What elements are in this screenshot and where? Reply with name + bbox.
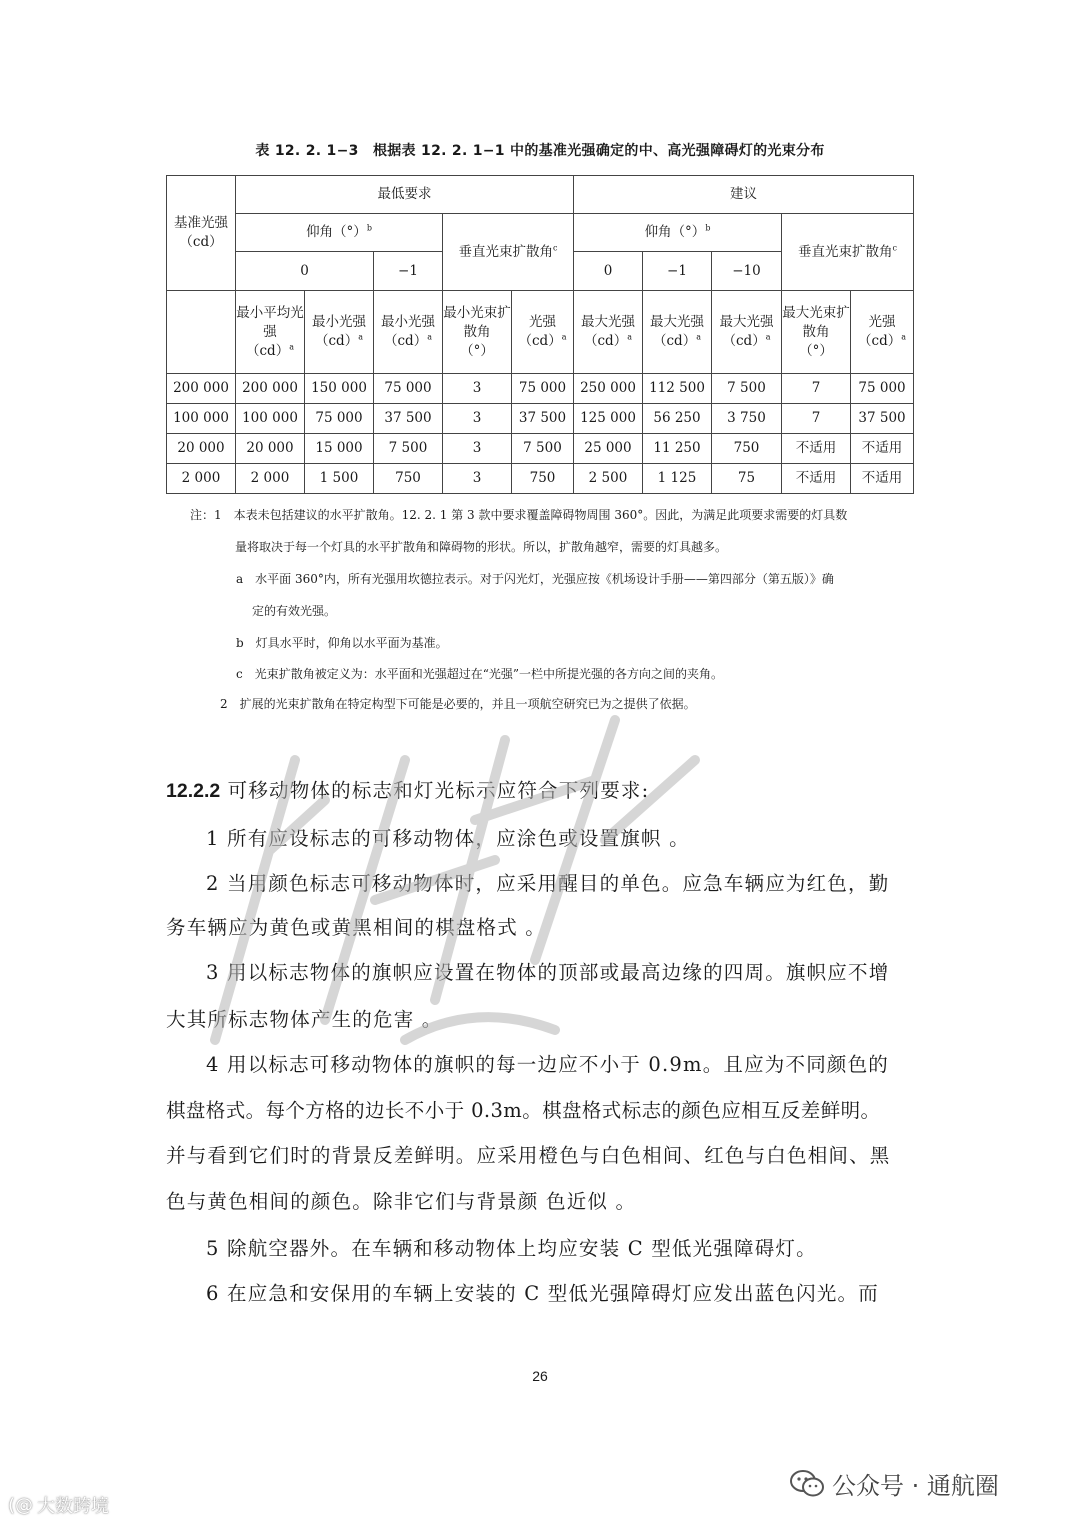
table-cell: 200 000 — [167, 374, 236, 404]
item-1: 1 所有应设标志的可移动物体，应涂色或设置旗帜 。 — [206, 827, 690, 850]
section-heading — [166, 775, 916, 803]
table-row — [167, 404, 914, 434]
table-cell: 100 000 — [167, 404, 236, 434]
sub-max-spread: 最大光束扩散角 （°） — [782, 291, 851, 374]
table-cell: 150 000 — [305, 374, 374, 404]
table-row — [167, 374, 914, 404]
table-cell: 20 000 — [167, 434, 236, 464]
base-blank — [167, 291, 236, 374]
table-cell: 不适用 — [782, 434, 851, 464]
brand-text: 公众号 · 通航圈 — [832, 1472, 999, 1500]
angle-0-min: 0 — [236, 252, 374, 291]
table-cell: 37 500 — [374, 404, 443, 434]
sub-min-spread: 最小光束扩散角 （°） — [443, 291, 512, 374]
table-cell: 3 — [443, 404, 512, 434]
table-cell: 7 500 — [512, 434, 574, 464]
table-cell: 2 000 — [167, 464, 236, 494]
table-cell: 1 125 — [643, 464, 712, 494]
note-2: 2 扩展的光束扩散角在特定构型下可能是必要的，并且一项航空研究已为之提供了依据。 — [220, 697, 696, 711]
table-cell: 75 000 — [851, 374, 914, 404]
table-cell: 75 000 — [374, 374, 443, 404]
source-watermark — [8, 1492, 109, 1518]
table-cell: 56 250 — [643, 404, 712, 434]
item-3: 3 用以标志物体的旗帜应设置在物体的顶部或最高边缘的四周。旗帜应不增 — [206, 961, 890, 984]
table-row — [167, 434, 914, 464]
min-requirement-header: 最低要求 — [236, 176, 574, 214]
base-intensity-header: 基准光强 （cd） — [167, 176, 236, 291]
section-number: 12.2.2 — [166, 780, 221, 802]
table-cell: 100 000 — [236, 404, 305, 434]
angle-neg1-min: −1 — [374, 252, 443, 291]
table-cell: 750 — [374, 464, 443, 494]
sub-min-int1: 最小光强 （cd）$^a$ — [305, 291, 374, 374]
elevation-header-rec: 仰角（°）$^b$ — [574, 214, 782, 252]
recommendation-header: 建议 — [574, 176, 914, 214]
beam-distribution-table — [166, 175, 914, 494]
item-6: 6 在应急和安保用的车辆上安装的 C 型低光强障碍灯应发出蓝色闪光。而 — [206, 1282, 879, 1305]
sub-max-int1: 最大光强 （cd）$^a$ — [574, 291, 643, 374]
item-2-cont: 务车辆应为黄色或黄黑相间的棋盘格式 。 — [166, 916, 546, 939]
table-cell: 75 — [712, 464, 782, 494]
angle-0-rec: 0 — [574, 252, 643, 291]
table-cell: 200 000 — [236, 374, 305, 404]
item-3-cont: 大其所标志物体产生的危害 。 — [166, 1008, 443, 1031]
table-cell: 37 500 — [851, 404, 914, 434]
sub-max-int3: 最大光强 （cd）$^a$ — [712, 291, 782, 374]
table-cell: 不适用 — [782, 464, 851, 494]
note-a-cont: 定的有效光强。 — [252, 604, 337, 618]
table-cell: 7 — [782, 404, 851, 434]
note-1-cont: 量将取决于每一个灯具的水平扩散角和障碍物的形状。所以，扩散角越窄，需要的灯具越多。 — [235, 540, 728, 554]
svg-text:征求意见稿: 征求意见稿 — [175, 685, 256, 704]
table-cell: 不适用 — [851, 434, 914, 464]
table-cell: 2 500 — [574, 464, 643, 494]
wechat-icon — [790, 1470, 824, 1498]
note-1: 注：1 本表未包括建议的水平扩散角。12. 2. 1 第 3 款中要求覆盖障碍物周围 360°。因此，为满足此项要求需要的灯具数 — [190, 508, 848, 522]
table-cell: 75 000 — [512, 374, 574, 404]
table-cell: 3 750 — [712, 404, 782, 434]
vertical-spread-header-min: 垂直光束扩散角$^c$ — [443, 214, 574, 291]
sub-intensity: 光强 （cd）$^a$ — [512, 291, 574, 374]
table-cell: 125 000 — [574, 404, 643, 434]
angle-neg1-rec: −1 — [643, 252, 712, 291]
table-row — [167, 464, 914, 494]
table-cell: 2 000 — [236, 464, 305, 494]
note-c: c 光束扩散角被定义为：水平面和光强超过在“光强”一栏中所提光强的各方向之间的夹角。 — [236, 667, 723, 681]
table-cell: 7 500 — [712, 374, 782, 404]
note-a: a 水平面 360°内，所有光强用坎德拉表示。对于闪光灯，光强应按《机场设计手册——第四部分（第五版）》确 — [236, 572, 834, 586]
table-cell: 37 500 — [512, 404, 574, 434]
table-cell: 750 — [512, 464, 574, 494]
sub-intensity2: 光强 （cd）$^a$ — [851, 291, 914, 374]
note-b: b 灯具水平时，仰角以水平面为基准。 — [236, 636, 448, 650]
table-cell: 75 000 — [305, 404, 374, 434]
item-4-cont2: 并与看到它们时的背景反差鲜明。应采用橙色与白色相间、红色与白色相间、黑 — [166, 1144, 891, 1167]
item-4: 4 用以标志可移动物体的旗帜的每一边应不小于 0.9m。且应为不同颜色的 — [206, 1053, 890, 1076]
table-cell: 750 — [712, 434, 782, 464]
wechat-brand — [790, 1466, 999, 1501]
table-cell: 250 000 — [574, 374, 643, 404]
table-cell: 11 250 — [643, 434, 712, 464]
table-cell: 1 500 — [305, 464, 374, 494]
elevation-header-min: 仰角（°）$^b$ — [236, 214, 443, 252]
table-cell: 7 — [782, 374, 851, 404]
table-cell: 7 500 — [374, 434, 443, 464]
item-4-cont1: 棋盘格式。每个方格的边长不小于 0.3m。棋盘格式标志的颜色应相互反差鲜明。 — [166, 1099, 881, 1122]
item-2: 2 当用颜色标志可移动物体时，应采用醒目的单色。应急车辆应为红色，勤 — [206, 872, 890, 895]
table-caption: 表 12. 2. 1−3 根据表 12. 2. 1−1 中的基准光强确定的中、高光强障碍灯的光束分布 — [255, 143, 825, 159]
item-5: 5 除航空器外。在车辆和移动物体上均应安装 C 型低光强障碍灯。 — [206, 1237, 817, 1260]
section-title: 可移动物体的标志和灯光标示应符合下列要求: — [220, 779, 650, 802]
table-cell: 3 — [443, 374, 512, 404]
table-cell: 不适用 — [851, 464, 914, 494]
table-cell: 15 000 — [305, 434, 374, 464]
table-cell: 20 000 — [236, 434, 305, 464]
table-cell: 112 500 — [643, 374, 712, 404]
sub-min-avg: 最小平均光强 （cd）$^a$ — [236, 291, 305, 374]
sub-min-int2: 最小光强 （cd）$^a$ — [374, 291, 443, 374]
table-cell: 3 — [443, 464, 512, 494]
watermark-prefix: (@ — [8, 1494, 34, 1516]
sub-max-int2: 最大光强 （cd）$^a$ — [643, 291, 712, 374]
vertical-spread-header-rec: 垂直光束扩散角$^c$ — [782, 214, 914, 291]
table-cell: 25 000 — [574, 434, 643, 464]
item-4-cont3: 色与黄色相间的颜色。除非它们与背景颜 色近似 。 — [166, 1190, 637, 1213]
angle-neg10-rec: −10 — [712, 252, 782, 291]
page-number: 26 — [532, 1368, 548, 1384]
table-cell: 3 — [443, 434, 512, 464]
watermark-text: 大数跨境 — [37, 1496, 110, 1517]
